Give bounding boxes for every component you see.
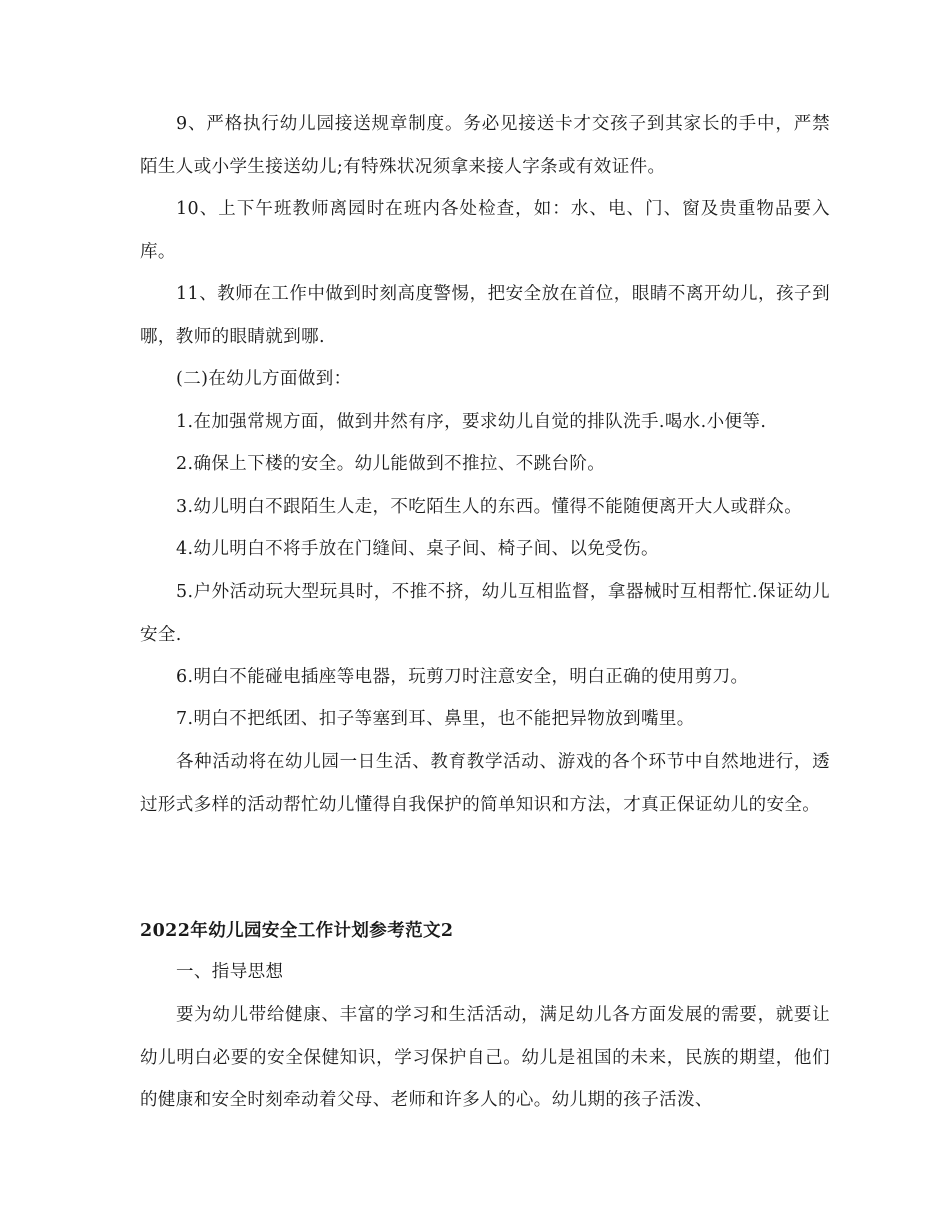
list-item-child-2: 2.确保上下楼的安全。幼儿能做到不推拉、不跳台阶。 bbox=[176, 454, 606, 474]
paragraph-item-10: 10、上下午班教师离园时在班内各处检查，如：水、电、门、窗及贵重物品要入库。 bbox=[140, 199, 830, 262]
list-item-child-3: 3.幼儿明白不跟陌生人走，不吃陌生人的东西。懂得不能随便离开大人或群众。 bbox=[176, 497, 803, 517]
guide-title: 一、指导思想 bbox=[176, 962, 284, 982]
list-item-child-6: 6.明白不能碰电插座等电器，玩剪刀时注意安全，明白正确的使用剪刀。 bbox=[176, 667, 749, 687]
section-heading-children: (二)在幼儿方面做到： bbox=[176, 369, 352, 389]
list-item-child-7: 7.明白不把纸团、扣子等塞到耳、鼻里，也不能把异物放到嘴里。 bbox=[176, 709, 695, 729]
document-heading-2: 2022年幼儿园安全工作计划参考范文2 bbox=[140, 921, 454, 941]
paragraph-item-9: 9、严格执行幼儿园接送规章制度。务必见接送卡才交孩子到其家长的手中，严禁陌生人或小学生接送幼儿;有特殊状况须拿来接人字条或有效证件。 bbox=[140, 114, 830, 177]
summary-paragraph: 各种活动将在幼儿园一日生活、教育教学活动、游戏的各个环节中自然地进行，透过形式多样的活动帮忙幼儿懂得自我保护的简单知识和方法，才真正保证幼儿的安全。 bbox=[140, 752, 830, 815]
list-item-child-4: 4.幼儿明白不将手放在门缝间、桌子间、椅子间、以免受伤。 bbox=[176, 539, 659, 559]
guide-body-paragraph: 要为幼儿带给健康、丰富的学习和生活活动，满足幼儿各方面发展的需要，就要让幼儿明白必要的安全保健知识，学习保护自己。幼儿是祖国的未来，民族的期望，他们的健康和安全时刻牵动着父母、老师和许多人的心。幼儿期的孩子活泼、 bbox=[140, 1005, 830, 1110]
list-item-child-1: 1.在加强常规方面，做到井然有序，要求幼儿自觉的排队洗手.喝水.小便等. bbox=[176, 412, 767, 432]
paragraph-item-11: 11、教师在工作中做到时刻高度警惕，把安全放在首位，眼睛不离开幼儿，孩子到哪，教师的眼睛就到哪. bbox=[140, 284, 830, 347]
list-item-child-5: 5.户外活动玩大型玩具时，不推不挤，幼儿互相监督，拿器械时互相帮忙.保证幼儿安全. bbox=[140, 582, 830, 645]
